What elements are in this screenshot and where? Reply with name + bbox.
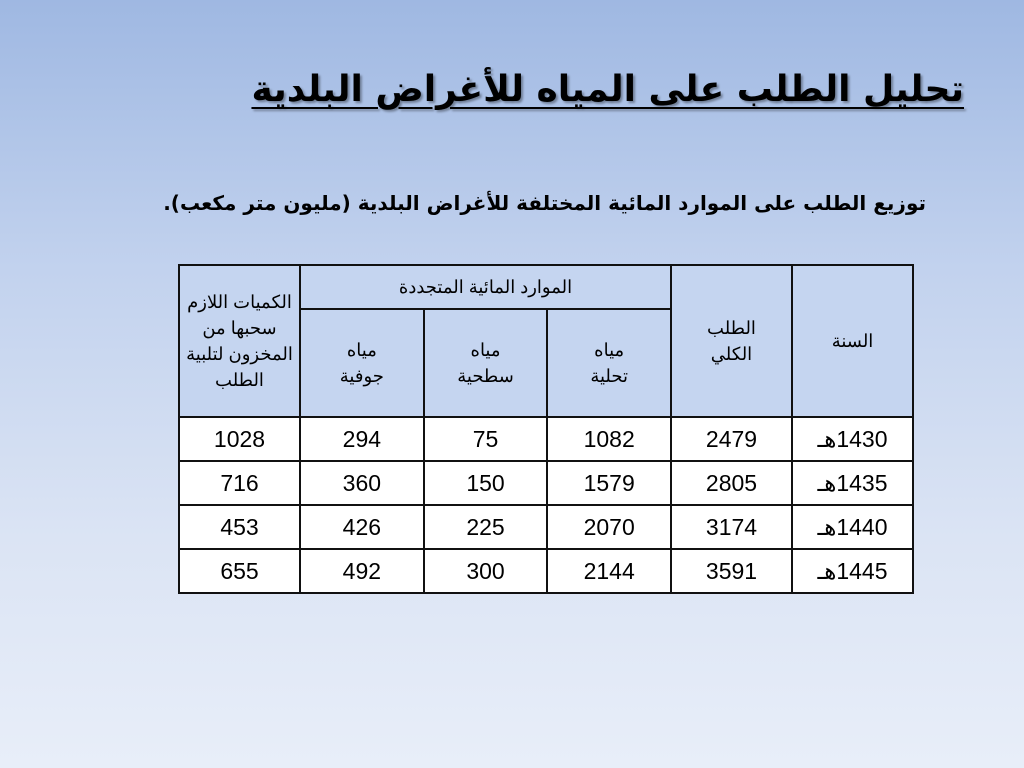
cell-surface: 75 <box>424 417 548 461</box>
header-total-demand <box>671 265 792 417</box>
header-year: السنة <box>792 265 913 417</box>
cell-withdraw: 655 <box>179 549 300 593</box>
cell-year: 1430هـ <box>792 417 913 461</box>
header-desalinated <box>547 309 671 417</box>
header-surface-line-1: مياه <box>470 340 501 360</box>
cell-year: 1435هـ <box>792 461 913 505</box>
header-withdraw: الكميات اللازم سحبها من المخزون لتلبية الطلب <box>179 265 300 417</box>
cell-withdraw: 453 <box>179 505 300 549</box>
cell-desalinated: 1082 <box>547 417 671 461</box>
cell-total: 3591 <box>671 549 792 593</box>
table-row <box>179 417 913 461</box>
header-ground-line-1: مياه <box>346 340 377 360</box>
cell-desalinated: 2070 <box>547 505 671 549</box>
cell-year: 1445هـ <box>792 549 913 593</box>
header-total-demand-line-2: الكلي <box>710 344 753 364</box>
header-total-demand-line-1: الطلب <box>707 318 756 338</box>
cell-surface: 300 <box>424 549 548 593</box>
cell-surface: 150 <box>424 461 548 505</box>
table-row <box>179 505 913 549</box>
cell-desalinated: 2144 <box>547 549 671 593</box>
cell-withdraw: 716 <box>179 461 300 505</box>
cell-total: 2805 <box>671 461 792 505</box>
cell-withdraw: 1028 <box>179 417 300 461</box>
slide-subtitle: توزيع الطلب على الموارد المائية المختلفة للأغراض البلدية (مليون متر مكعب). <box>163 191 926 215</box>
cell-total: 3174 <box>671 505 792 549</box>
cell-ground: 492 <box>300 549 424 593</box>
table-row <box>179 461 913 505</box>
header-ground-line-2: جوفية <box>339 366 384 386</box>
slide-title: تحليل الطلب على المياه للأغراض البلدية <box>251 69 964 110</box>
header-desalinated-line-1: مياه <box>594 340 625 360</box>
cell-total: 2479 <box>671 417 792 461</box>
header-renewable-group: الموارد المائية المتجددة <box>300 265 671 309</box>
cell-ground: 294 <box>300 417 424 461</box>
water-demand-table <box>178 264 914 594</box>
header-surface <box>424 309 548 417</box>
cell-year: 1440هـ <box>792 505 913 549</box>
cell-desalinated: 1579 <box>547 461 671 505</box>
table-row <box>179 549 913 593</box>
cell-surface: 225 <box>424 505 548 549</box>
header-desalinated-line-2: تحلية <box>590 366 628 386</box>
cell-ground: 360 <box>300 461 424 505</box>
cell-ground: 426 <box>300 505 424 549</box>
header-surface-line-2: سطحية <box>457 366 514 386</box>
header-ground <box>300 309 424 417</box>
table-header-row <box>179 265 913 309</box>
